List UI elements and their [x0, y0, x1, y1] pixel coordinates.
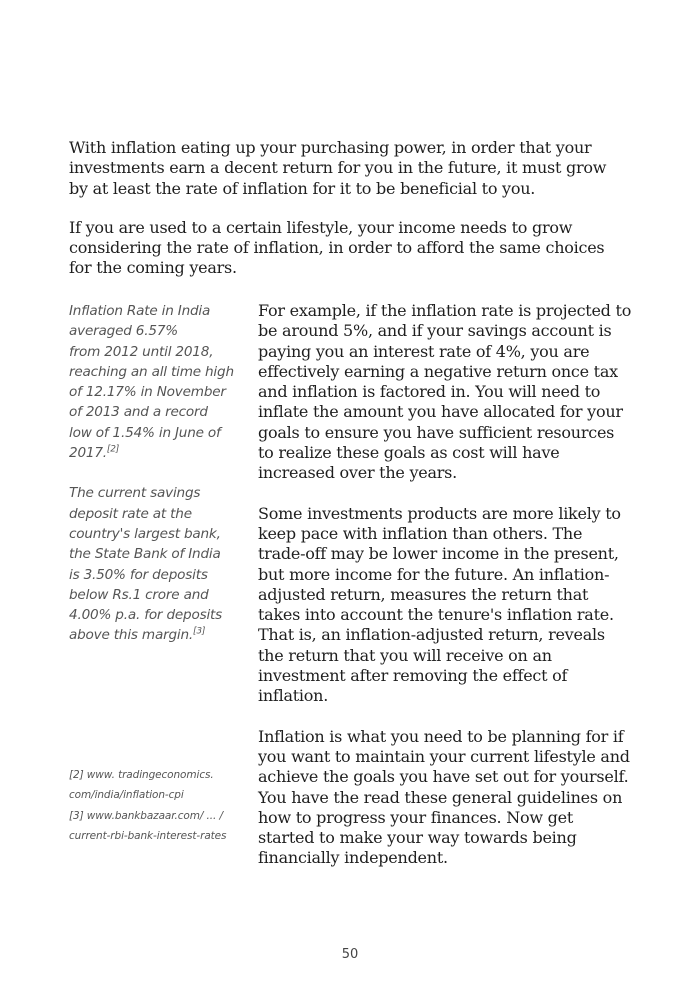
body-paragraph: For example, if the inflation rate is projected to be around 5%, and if your savings account is paying you an interest rate of 4%, you are effectively earning a negative return once tax and inflation is factored in. You will need to inflate the amount you have allocated for your goals to ensure you have sufficient resources to realize these goals as cost will have increased over the years.	[258, 301, 632, 483]
intro-paragraph: If you are used to a certain lifestyle, your income needs to grow considering the rate of inflation, in order to afford the same choices for the coming years.	[69, 217, 605, 278]
sidebar-note-inflation	[69, 301, 249, 463]
footnote-ref: [3]	[193, 626, 206, 637]
sidebar-note-savings-rate	[69, 483, 249, 645]
intro-section	[69, 138, 629, 298]
footnote-line: [2] www. tradingeconomics.	[69, 769, 214, 781]
sidebar-notes	[69, 301, 249, 666]
page-number: 50	[341, 947, 359, 962]
intro-paragraph: With inflation eating up your purchasing power, in order that your investments earn a decent return for you in the future, it must grow by at least the rate of inflation for it to be beneficial to you.	[69, 138, 607, 198]
body-paragraph: Some investments products are more likely to keep pace with inflation than others. The trade-off may be lower income in the present, but more income for the future. An inflation-adjusted return, measures the return that takes into account the tenure's inflation rate. That is, an inflation-adjusted return, reveals the return that you will receive on an investment after removing the effect of inflation.	[258, 503, 621, 706]
footnotes	[69, 765, 259, 846]
body-paragraph: Inflation is what you need to be planning for if you want to maintain your current lifestyle and achieve the goals you have set out for yourself. You have the read these general guidelines on how to progress your finances. Now get started to make your way towards being financially independent.	[258, 726, 630, 868]
footnote-line: com/india/inflation-cpi	[69, 789, 184, 802]
sidebar-note-text: The current savings deposit rate at the country's largest bank, the State Bank of India is 3.50% for deposits below Rs.1 crore and 4.00% p.a. for deposits above this margin.	[69, 485, 223, 644]
main-body	[258, 301, 633, 889]
footnote-line: [3] www.bankbazaar.com/ ... /	[69, 809, 223, 822]
footnote-line: current-rbi-bank-interest-rates	[69, 829, 227, 842]
sidebar-note-text: Inflation Rate in India averaged 6.57% from 2012 until 2018, reaching an all time high of 12.17% in November of 2013 and a record low of 1.54% in June of 2017.	[69, 303, 234, 462]
footnote-ref: [2]	[106, 444, 120, 455]
